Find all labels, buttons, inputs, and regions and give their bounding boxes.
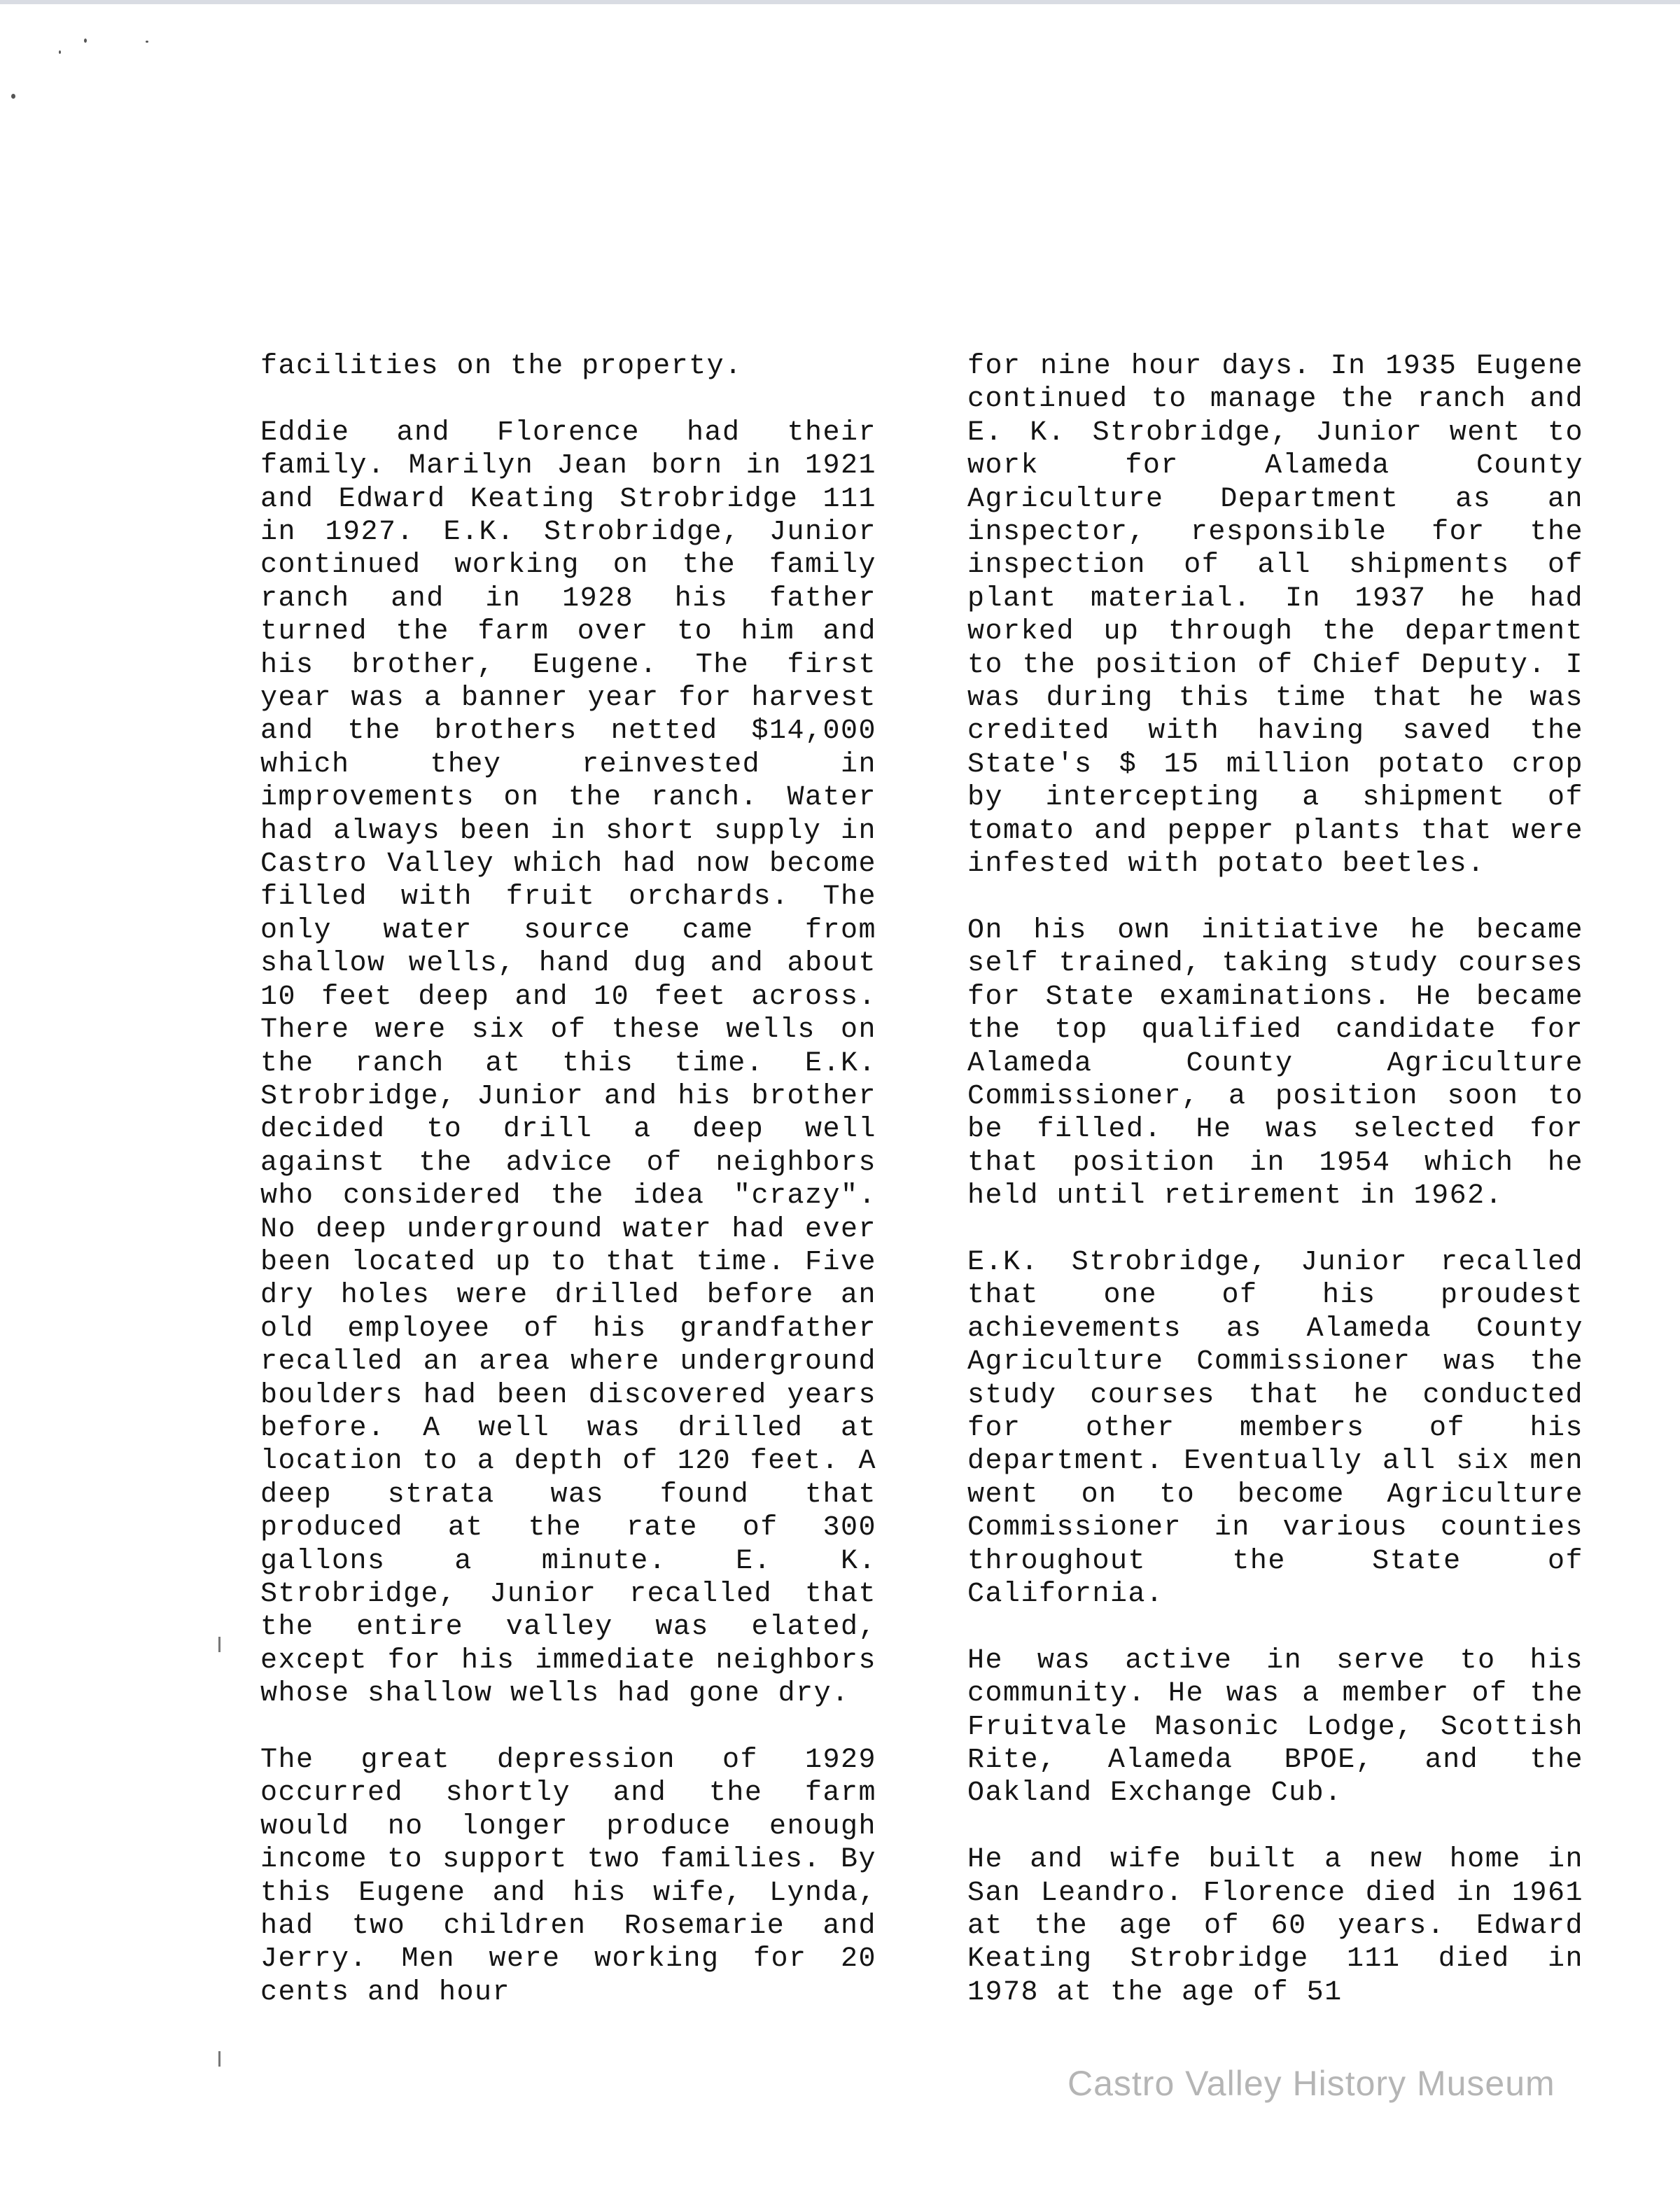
paragraph: He and wife built a new home in San Leandro. Florence died in 1961 at the age of 60 years. Edward Keating Strobridge 111 died in 1978 at the age of 51 [967, 1844, 1583, 2008]
scan-speck [84, 39, 87, 43]
scan-speck [146, 41, 148, 43]
scan-mark [218, 2051, 220, 2067]
right-text-column [967, 350, 1583, 2009]
museum-watermark: Castro Valley History Museum [1068, 2064, 1555, 2103]
paragraph: On his own initiative he became self trained, taking study courses for State examinations. He became the top qualified candidate for Alameda County Agriculture Commissioner, a position soon to be filled. He was selected for that position in 1954 which he held until retirement in 1962. [967, 914, 1583, 1213]
scan-speck [59, 50, 61, 54]
scan-mark [218, 1637, 220, 1652]
paragraph: E.K. Strobridge, Junior recalled that one of his proudest achievements as Alameda County Agriculture Commissioner was the study courses that he conducted for other members of his department. Eventually all six men went on to become Agriculture Commissioner in various counties throughout the State of California. [967, 1246, 1583, 1610]
scan-speck [11, 94, 15, 99]
left-text-column [260, 350, 876, 2009]
paragraph: Eddie and Florence had their family. Marilyn Jean born in 1921 and Edward Keating Strobridge 111 in 1927. E.K. Strobridge, Junior continued working on the family ranch and in 1928 his father turned the farm over to him and his brother, Eugene. The first year was a banner year for harvest and the brothers netted $14,000 which they reinvested in improvements on the ranch. Water had always been in short supply in Castro Valley which had now become filled with fruit orchards. The only water source came from shallow wells, hand dug and about 10 feet deep and 10 feet across. There were six of these wells on the ranch at this time. E.K. Strobridge, Junior and his brother decided to drill a deep well against the advice of neighbors who considered the idea "crazy". No deep underground water had ever been located up to that time. Five dry holes were drilled before an old employee of his grandfather recalled an area where underground boulders had been discovered years before. A well was drilled at location to a depth of 120 feet. A deep strata was found that produced at the rate of 300 gallons a minute. E. K. Strobridge, Junior recalled that the entire valley was elated, except for his immediate neighbors whose shallow wells had gone dry. [260, 417, 876, 1710]
paragraph: The great depression of 1929 occurred shortly and the farm would no longer produce enough income to support two families. By this Eugene and his wife, Lynda, had two children Rosemarie and Jerry. Men were working for 20 cents and hour [260, 1745, 876, 2008]
paragraph: for nine hour days. In 1935 Eugene continued to manage the ranch and E. K. Strobridge, Junior went to work for Alameda County Agriculture Department as an inspector, responsible for the inspection of all shipments of plant material. In 1937 he had worked up through the department to the position of Chief Deputy. I was during this time that he was credited with having saved the State's $ 15 million potato crop by intercepting a shipment of tomato and pepper plants that were infested with potato beetles. [967, 351, 1583, 881]
paragraph: facilities on the property. [260, 351, 743, 382]
paragraph: He was active in serve to his community. He was a member of the Fruitvale Masonic Lodge, Scottish Rite, Alameda BPOE, and the Oakland Exchange Cub. [967, 1644, 1583, 1810]
scan-top-edge [0, 0, 1680, 4]
